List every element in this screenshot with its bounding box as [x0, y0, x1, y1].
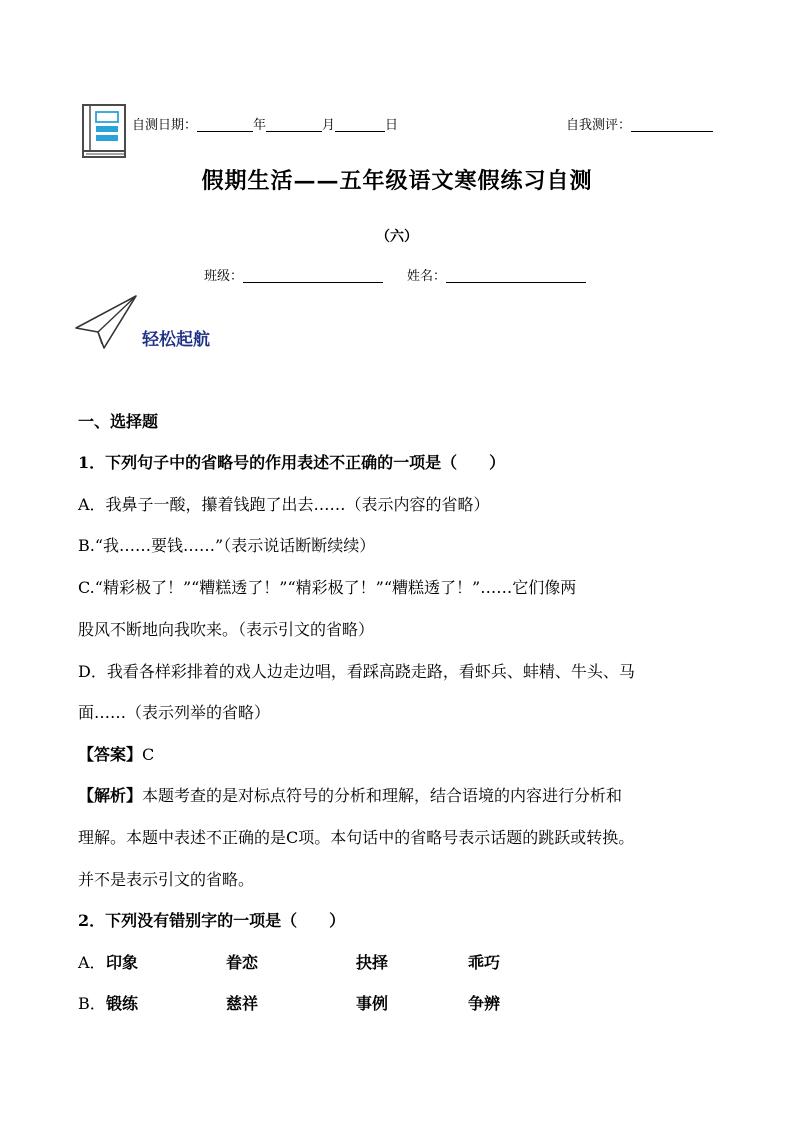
year-label: 年	[253, 118, 267, 133]
analysis-text: 本题考查的是对标点符号的分析和理解，结合语境的内容进行分析和	[142, 786, 623, 805]
word: 印象	[106, 953, 139, 972]
word: 乖巧	[468, 953, 501, 972]
self-eval-blank[interactable]	[631, 117, 713, 132]
year-blank[interactable]	[197, 117, 253, 132]
q1-analysis-line3: 并不是表示引文的省略。	[78, 870, 255, 889]
word: 抉择	[356, 953, 389, 972]
self-eval-line	[566, 114, 713, 133]
day-blank[interactable]	[335, 117, 385, 132]
q1-option-b: B.“我……要钱……”（表示说话断断续续）	[78, 536, 376, 555]
word: 锻练	[106, 994, 139, 1013]
book-icon	[80, 102, 130, 164]
name-blank[interactable]	[446, 268, 586, 283]
q1-stem: 1．下列句子中的省略号的作用表述不正确的一项是（ ）	[78, 453, 506, 472]
month-label: 月	[322, 118, 336, 133]
section-banner-title: 轻松起航	[142, 330, 210, 350]
self-eval-label: 自我测评：	[566, 118, 632, 133]
q1-answer	[78, 742, 154, 765]
q1-analysis-line2: 理解。本题中表述不正确的是C项。本句话中的省略号表示话题的跳跃或转换。	[78, 828, 635, 847]
class-label: 班级：	[204, 269, 244, 284]
name-label: 姓名：	[407, 269, 447, 284]
q2-option-b	[0, 991, 794, 1015]
word: 慈祥	[226, 994, 259, 1013]
q1-option-c-line1: C.“精彩极了！”“糟糕透了！”“精彩极了！”“糟糕透了！”……它们像两	[78, 578, 577, 597]
answer-value: C	[142, 745, 155, 764]
option-label: A．	[78, 953, 106, 972]
q1-option-a: A．我鼻子一酸，攥着钱跑了出去……（表示内容的省略）	[78, 495, 490, 514]
q1-option-c-line2: 股风不断地向我吹来。（表示引文的省略）	[78, 620, 375, 639]
q2-option-a	[0, 950, 794, 974]
paper-plane-icon	[74, 294, 138, 356]
page-subtitle: （六）	[376, 229, 418, 245]
answer-label: 【答案】	[78, 745, 143, 764]
date-label: 自测日期：	[132, 118, 198, 133]
option-label: B．	[78, 994, 106, 1013]
word: 争辨	[468, 994, 501, 1013]
section-heading: 一、选择题	[78, 412, 159, 431]
class-blank[interactable]	[243, 268, 383, 283]
name-line	[407, 265, 586, 284]
analysis-label: 【解析】	[78, 786, 143, 805]
q1-analysis-line1	[78, 783, 622, 806]
q2-stem: 2．下列没有错别字的一项是（ ）	[78, 911, 346, 930]
month-blank[interactable]	[266, 117, 322, 132]
date-line	[132, 114, 398, 133]
q1-option-d-line2: 面……（表示列举的省略）	[78, 703, 271, 722]
page-title: 假期生活——五年级语文寒假练习自测	[201, 168, 593, 194]
word: 事例	[356, 994, 389, 1013]
word: 眷恋	[226, 953, 259, 972]
q1-option-d-line1: D．我看各样彩排着的戏人边走边唱，看踩高跷走路，看虾兵、蚌精、牛头、马	[78, 662, 635, 681]
class-line	[204, 265, 383, 284]
day-label: 日	[385, 118, 399, 133]
